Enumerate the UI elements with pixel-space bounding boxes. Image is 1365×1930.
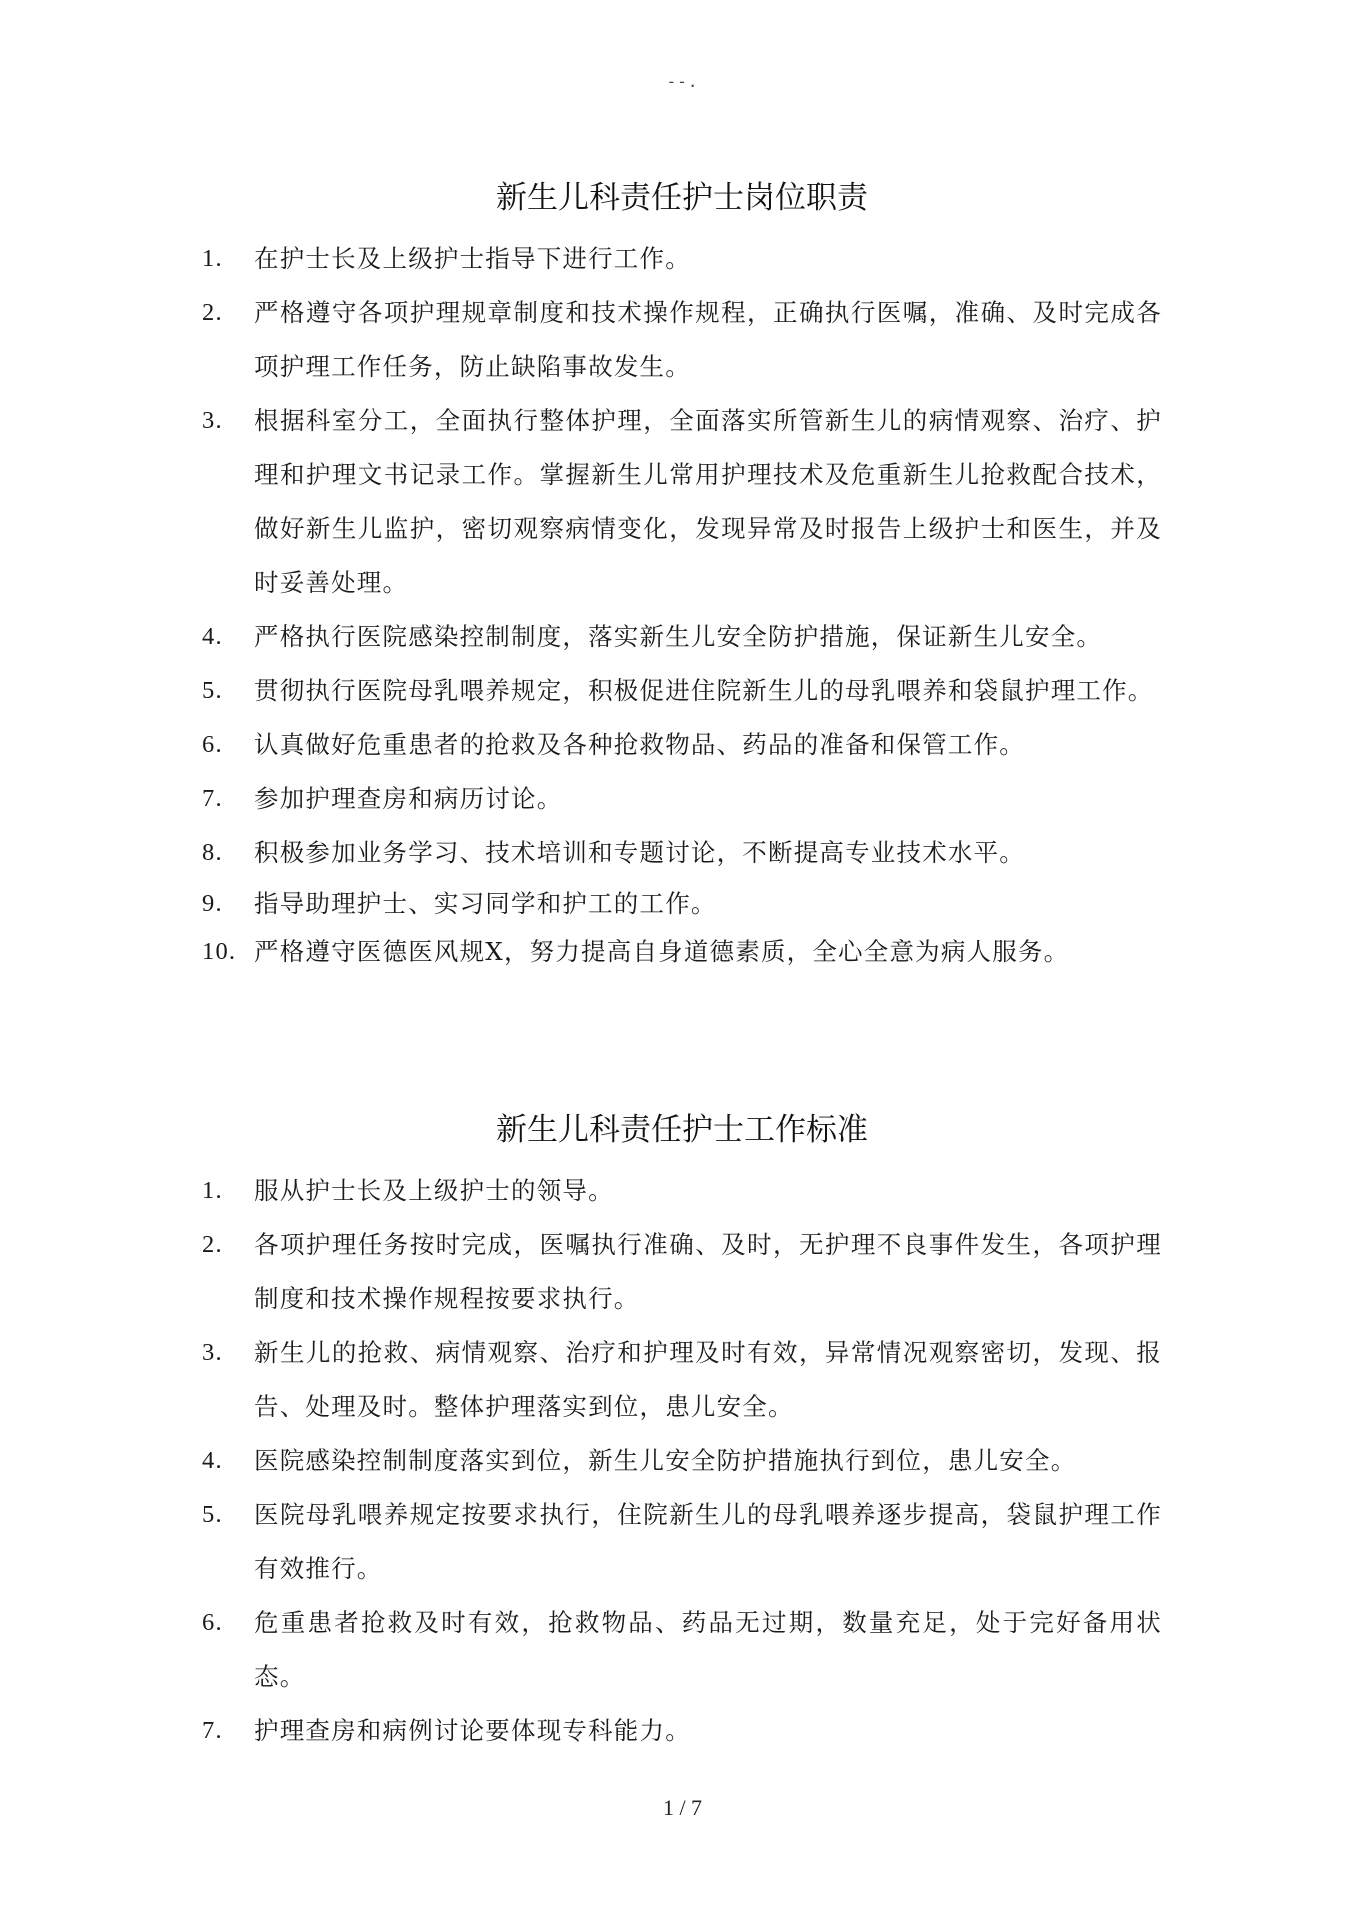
item-text: 严格执行医院感染控制制度，落实新生儿安全防护措施，保证新生儿安全。 <box>254 622 1103 651</box>
item-number: 3. <box>202 407 223 434</box>
section-duties <box>202 178 1162 976</box>
duties-list <box>202 232 1162 976</box>
list-item <box>202 1218 1162 1326</box>
item-number: 2. <box>202 1231 223 1258</box>
list-item <box>202 1326 1162 1434</box>
list-item <box>202 826 1162 880</box>
list-item <box>202 232 1162 286</box>
item-text: 在护士长及上级护士指导下进行工作。 <box>254 244 691 273</box>
item-number: 5. <box>202 1501 223 1528</box>
list-item <box>202 718 1162 772</box>
list-item <box>202 610 1162 664</box>
item-number: 4. <box>202 1447 223 1474</box>
list-item <box>202 286 1162 394</box>
list-item <box>202 1704 1162 1758</box>
list-item <box>202 928 1162 976</box>
item-text: 认真做好危重患者的抢救及各种抢救物品、药品的准备和保管工作。 <box>254 730 1025 759</box>
item-text: 参加护理查房和病历讨论。 <box>254 784 563 813</box>
list-item <box>202 664 1162 718</box>
item-text: 严格遵守医德医风规X，努力提高自身道德素质，全心全意为病人服务。 <box>254 937 1070 966</box>
item-number: 6. <box>202 1609 223 1636</box>
item-text: 危重患者抢救及时有效，抢救物品、药品无过期，数量充足，处于完好备用状态。 <box>254 1608 1162 1691</box>
item-number: 7. <box>202 1717 223 1744</box>
item-number: 4. <box>202 623 223 650</box>
item-number: 3. <box>202 1339 223 1366</box>
section-standards <box>202 1110 1162 1758</box>
section-title: 新生儿科责任护士岗位职责 <box>496 180 868 216</box>
list-item <box>202 880 1162 928</box>
item-number: 9. <box>202 890 223 917</box>
item-text: 各项护理任务按时完成，医嘱执行准确、及时，无护理不良事件发生，各项护理制度和技术操作规程按要求执行。 <box>254 1230 1162 1313</box>
item-number: 1. <box>202 245 223 272</box>
header-mark: --. <box>666 72 699 91</box>
item-number: 1. <box>202 1177 223 1204</box>
list-item <box>202 772 1162 826</box>
item-text: 贯彻执行医院母乳喂养规定，积极促进住院新生儿的母乳喂养和袋鼠护理工作。 <box>254 676 1154 705</box>
item-text: 服从护士长及上级护士的领导。 <box>254 1176 614 1205</box>
item-text: 指导助理护士、实习同学和护工的工作。 <box>254 889 717 918</box>
list-item <box>202 1488 1162 1596</box>
page-number: 1 / 7 <box>662 1795 703 1820</box>
item-text: 医院感染控制制度落实到位，新生儿安全防护措施执行到位，患儿安全。 <box>254 1446 1077 1475</box>
item-number: 7. <box>202 785 223 812</box>
item-text: 护理查房和病例讨论要体现专科能力。 <box>254 1716 691 1745</box>
item-number: 10. <box>202 938 237 965</box>
list-item <box>202 1164 1162 1218</box>
list-item <box>202 394 1162 610</box>
item-text: 新生儿的抢救、病情观察、治疗和护理及时有效，异常情况观察密切，发现、报告、处理及时。整体护理落实到位，患儿安全。 <box>254 1338 1162 1421</box>
item-text: 严格遵守各项护理规章制度和技术操作规程，正确执行医嘱，准确、及时完成各项护理工作任务，防止缺陷事故发生。 <box>254 298 1162 381</box>
item-number: 8. <box>202 839 223 866</box>
standards-list <box>202 1164 1162 1758</box>
item-number: 5. <box>202 677 223 704</box>
list-item <box>202 1434 1162 1488</box>
item-text: 根据科室分工，全面执行整体护理，全面落实所管新生儿的病情观察、治疗、护理和护理文书记录工作。掌握新生儿常用护理技术及危重新生儿抢救配合技术，做好新生儿监护，密切观察病情变化，发现异常及时报告上级护士和医生，并及时妥善处理。 <box>254 406 1162 597</box>
section-title: 新生儿科责任护士工作标准 <box>496 1112 868 1148</box>
list-item <box>202 1596 1162 1704</box>
item-text: 积极参加业务学习、技术培训和专题讨论，不断提高专业技术水平。 <box>254 838 1025 867</box>
item-text: 医院母乳喂养规定按要求执行，住院新生儿的母乳喂养逐步提高，袋鼠护理工作有效推行。 <box>254 1500 1162 1583</box>
item-number: 6. <box>202 731 223 758</box>
item-number: 2. <box>202 299 223 326</box>
